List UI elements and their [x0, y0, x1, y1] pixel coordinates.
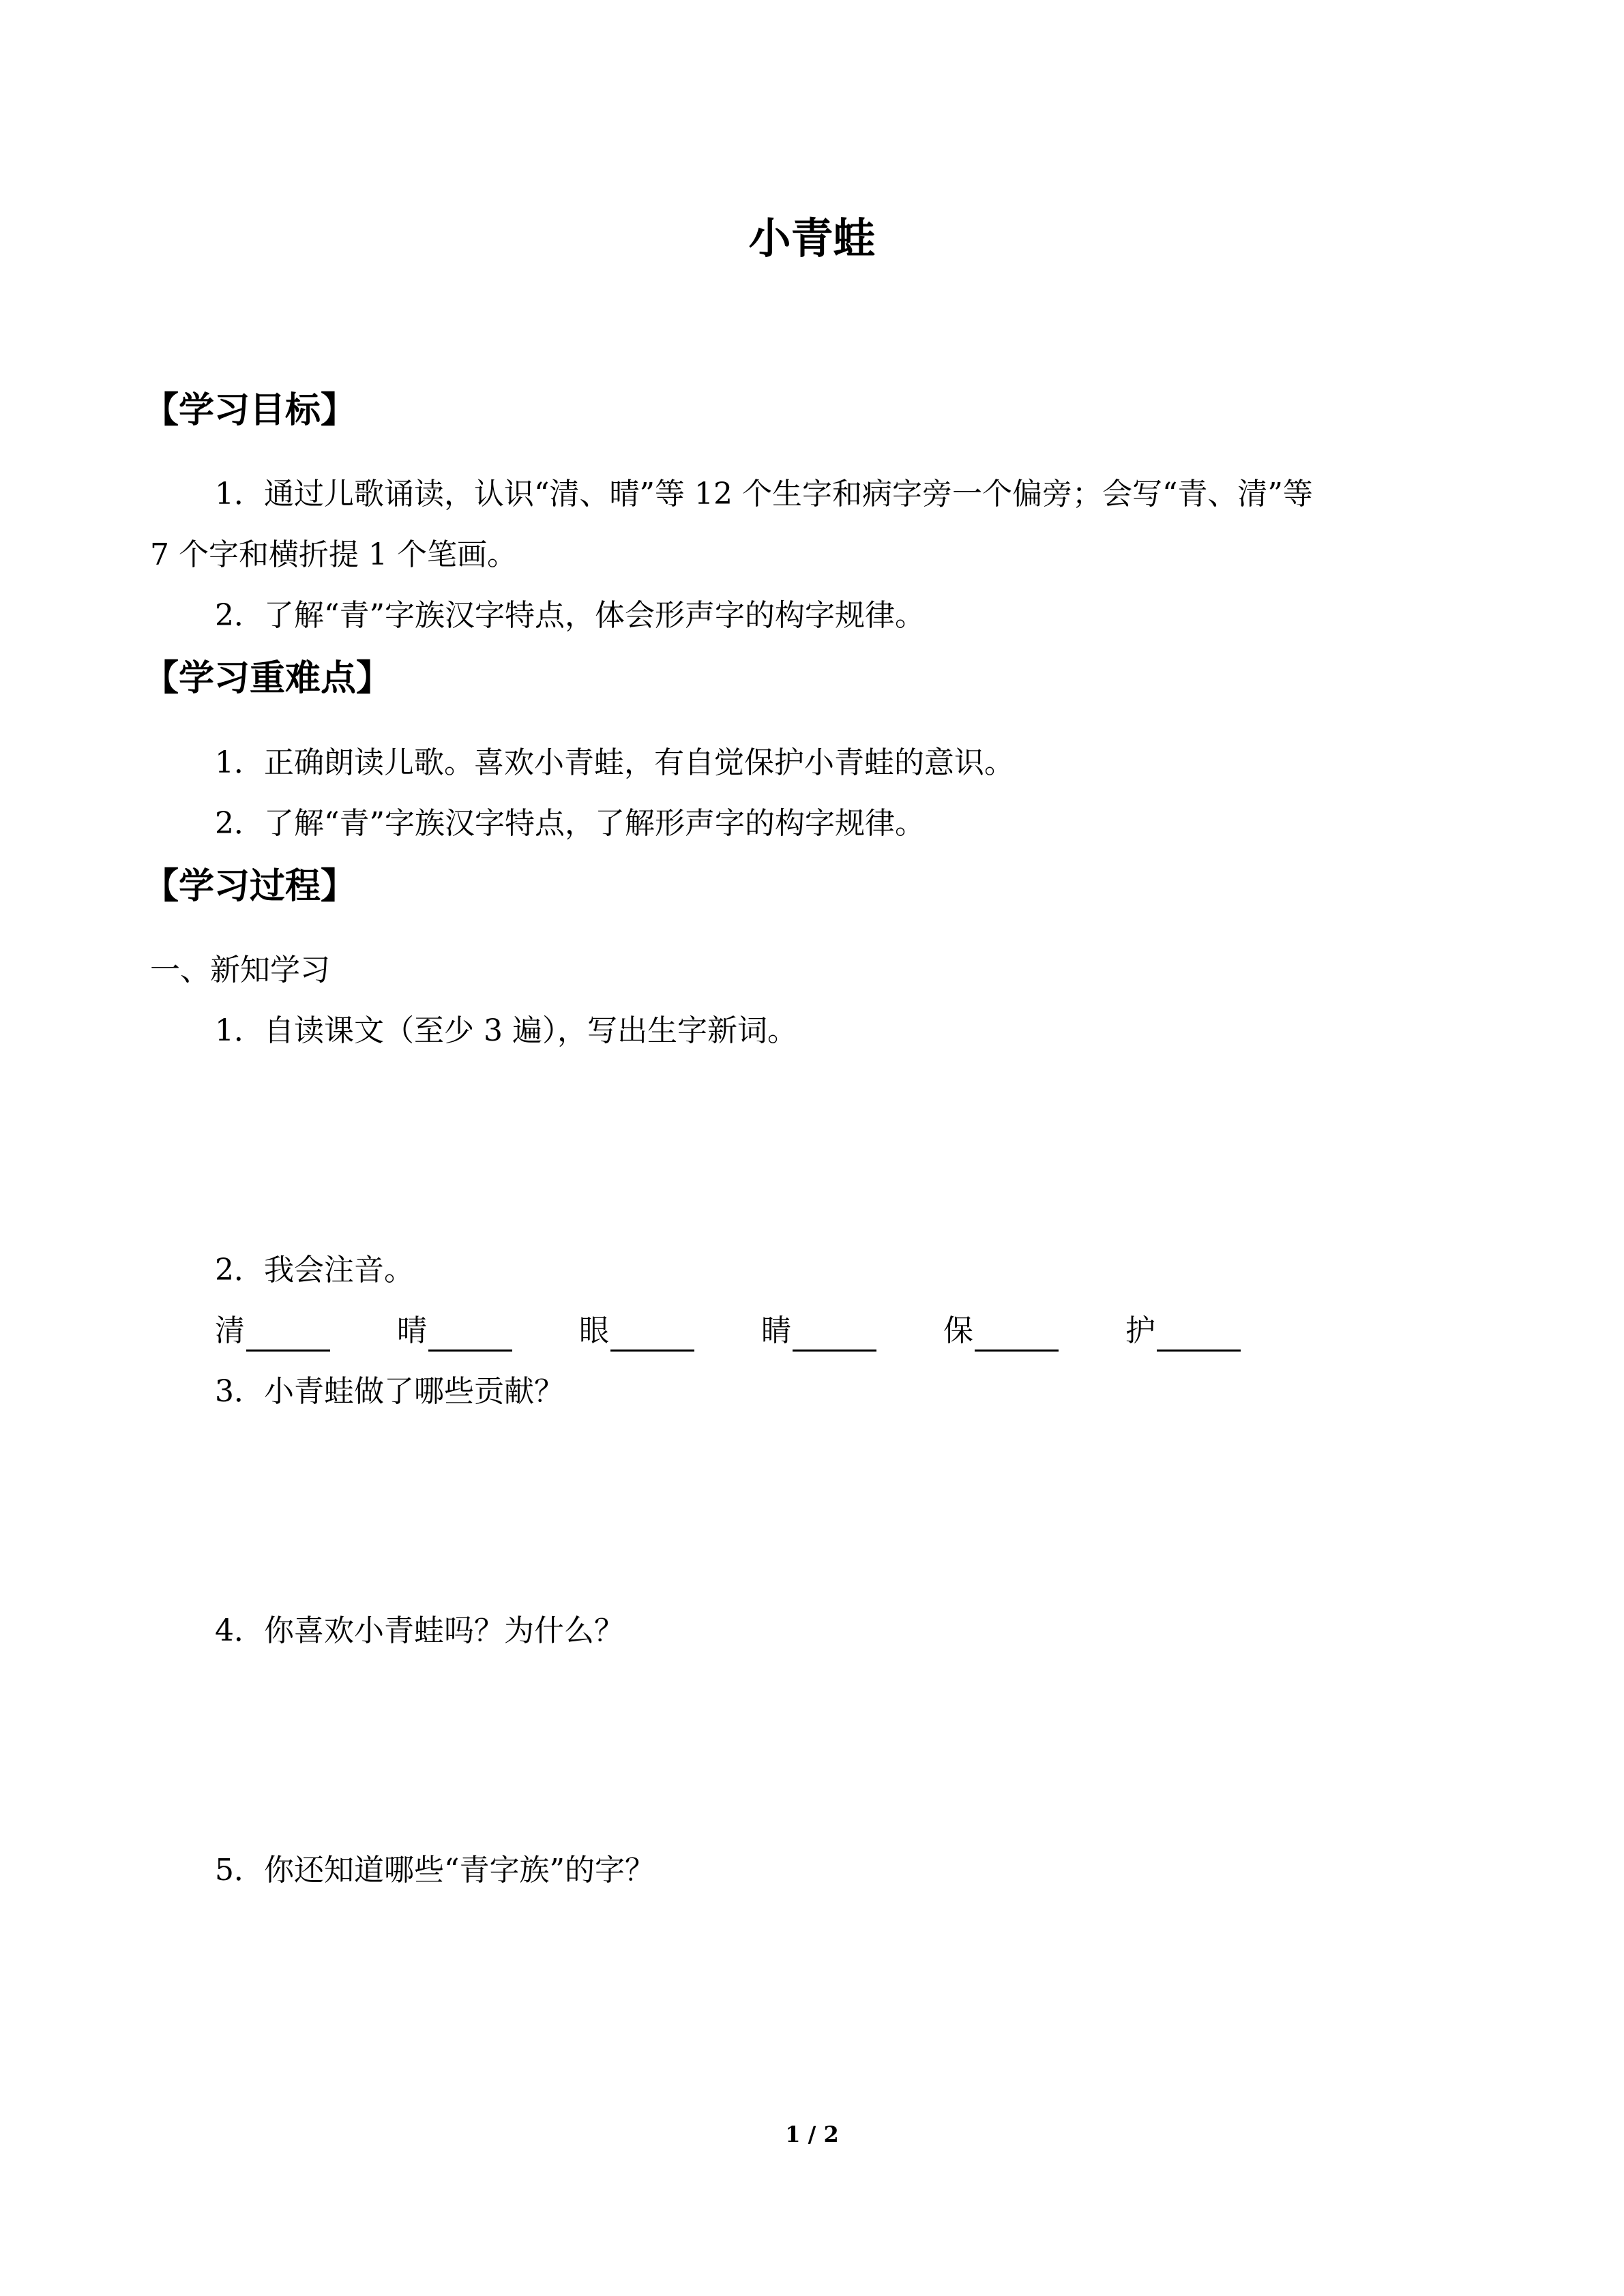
pinyin-fill-row	[215, 1311, 1308, 1352]
pinyin-item	[215, 1311, 330, 1352]
pinyin-blank[interactable]	[1157, 1320, 1241, 1352]
pinyin-blank[interactable]	[610, 1320, 694, 1352]
pinyin-char: 清	[215, 1313, 245, 1348]
question-1: 1．自读课文（至少 3 遍），写出生字新词。	[215, 1013, 797, 1048]
pinyin-blank[interactable]	[428, 1320, 512, 1352]
pinyin-blank[interactable]	[793, 1320, 876, 1352]
goal-item-2: 2．了解“青”字族汉字特点，体会形声字的构字规律。	[215, 598, 925, 633]
question-5: 5．你还知道哪些“青字族”的字？	[215, 1853, 655, 1888]
question-2: 2．我会注音。	[215, 1253, 414, 1287]
section-heading-key-points: 【学习重难点】	[143, 658, 392, 699]
pinyin-item	[579, 1311, 694, 1352]
pinyin-blank[interactable]	[975, 1320, 1059, 1352]
section-heading-process: 【学习过程】	[143, 866, 357, 907]
pinyin-char: 眼	[579, 1313, 609, 1348]
pinyin-blank[interactable]	[246, 1320, 330, 1352]
page-number: 1 / 2	[785, 2121, 839, 2147]
pinyin-item	[1125, 1311, 1241, 1352]
key-point-item-1: 1．正确朗读儿歌。喜欢小青蛙，有自觉保护小青蛙的意识。	[215, 745, 1014, 780]
pinyin-item	[397, 1311, 512, 1352]
key-point-item-2: 2．了解“青”字族汉字特点，了解形声字的构字规律。	[215, 806, 925, 841]
pinyin-item	[943, 1311, 1059, 1352]
part-title-new-knowledge: 一、新知学习	[150, 953, 330, 987]
section-heading-goals: 【学习目标】	[143, 390, 357, 431]
goal-item-1-continued: 7 个字和横折提 1 个笔画。	[150, 537, 517, 572]
page-title: 小青蛙	[748, 213, 876, 263]
question-4: 4．你喜欢小青蛙吗？为什么？	[215, 1613, 624, 1648]
pinyin-char: 保	[943, 1313, 973, 1348]
question-3: 3．小青蛙做了哪些贡献？	[215, 1374, 564, 1409]
pinyin-char: 护	[1125, 1313, 1155, 1348]
pinyin-char: 睛	[761, 1313, 791, 1348]
pinyin-char: 晴	[397, 1313, 427, 1348]
goal-item-1: 1．通过儿歌诵读，认识“清、晴”等 12 个生字和病字旁一个偏旁；会写“青、清”等	[215, 477, 1313, 511]
pinyin-item	[761, 1311, 876, 1352]
